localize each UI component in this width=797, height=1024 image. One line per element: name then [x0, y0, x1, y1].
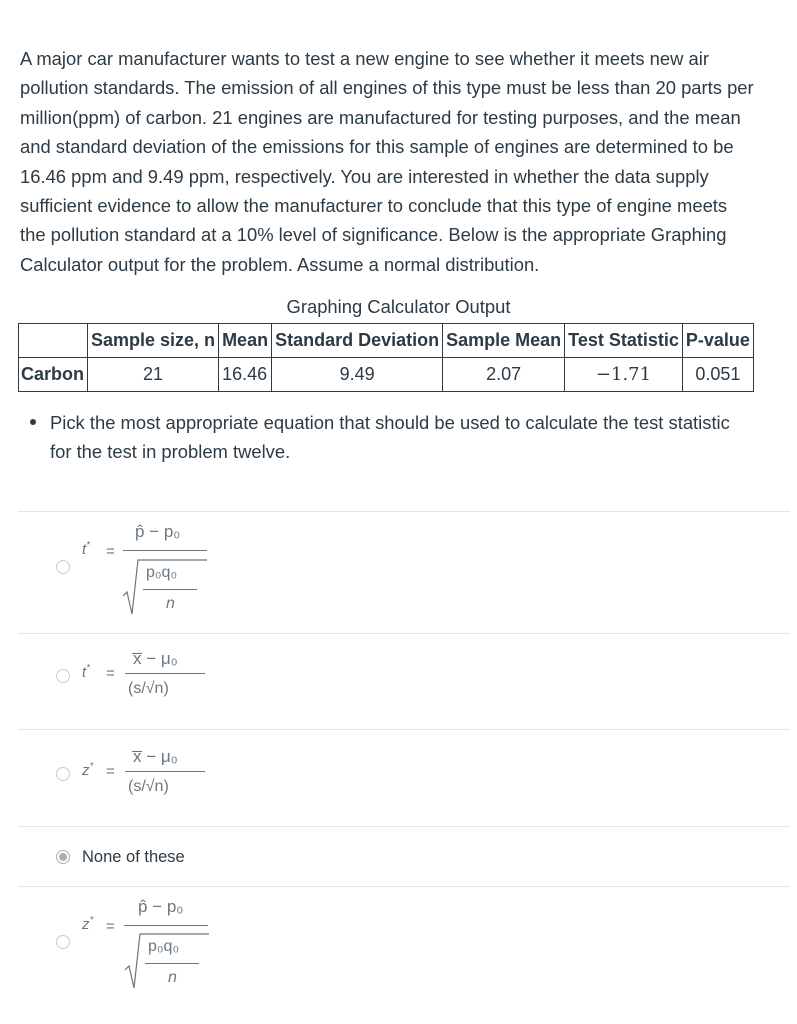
option-b-radio[interactable] [56, 669, 70, 683]
problem-line: A major car manufacturer wants to test a new engine to see whether it meets new air [20, 48, 709, 69]
option-a-variable: t* [82, 540, 91, 558]
option-d-radio[interactable] [56, 850, 70, 864]
option-c-equals: = [106, 763, 115, 780]
problem-line: sufficient evidence to allow the manufacturer to conclude that this type of engine meets [20, 195, 728, 217]
option-b-numerator: x̅ − μ₀ [133, 649, 178, 668]
option-a-denominator: p₀q₀ [146, 564, 178, 581]
cell-sample-size: 21 [88, 358, 219, 392]
cell-mean: 16.46 [219, 358, 272, 392]
option-e-fraction-bar [124, 925, 208, 926]
problem-statement [20, 44, 790, 279]
option-a-numerator: p̂ − p₀ [135, 522, 181, 541]
header-standard-deviation: Standard Deviation [272, 324, 443, 358]
option-e-equals: = [106, 918, 115, 935]
option-divider [18, 826, 790, 827]
option-c-denominator: (s/√n) [128, 778, 169, 795]
option-c-numerator: x̅ − μ₀ [133, 747, 178, 766]
option-divider [18, 729, 790, 730]
problem-line: and standard deviation of the emissions for this sample of engines are determined to be [20, 136, 734, 158]
option-divider [18, 886, 790, 887]
option-c-fraction-bar [125, 771, 205, 772]
problem-line: Calculator output for the problem. Assume a normal distribution. [20, 253, 540, 275]
cell-standard-deviation: 9.49 [272, 358, 443, 392]
problem-line: the pollution standard at a 10% level of significance. Below is the appropriate Graphing [20, 224, 727, 246]
cell-sample-mean: 2.07 [443, 358, 565, 392]
question-line: for the test in problem twelve. [50, 441, 291, 463]
header-test-statistic: Test Statistic [565, 324, 683, 358]
header-sample-size: Sample size, n [88, 324, 219, 358]
option-a-inner-bar [143, 589, 197, 590]
option-a-equals: = [106, 543, 115, 560]
option-e-numerator: p̂ − p₀ [138, 897, 184, 916]
option-b-fraction-bar [125, 673, 205, 674]
option-a-denominator-n: n [166, 595, 175, 612]
option-e-inner-bar [145, 963, 199, 964]
option-b-variable: t* [82, 663, 91, 681]
table-caption: Graphing Calculator Output [286, 296, 511, 317]
option-a-fraction-bar [123, 550, 207, 551]
calculator-output-table [18, 323, 754, 392]
option-b-denominator: (s/√n) [128, 680, 169, 697]
header-mean: Mean [219, 324, 272, 358]
option-c-radio[interactable] [56, 767, 70, 781]
question-line: Pick the most appropriate equation that should be used to calculate the test statistic [50, 412, 730, 433]
problem-line: million(ppm) of carbon. 21 engines are manufactured for testing purposes, and the mean [20, 106, 741, 128]
header-blank-cell [19, 324, 88, 358]
problem-line: 16.46 ppm and 9.49 ppm, respectively. You are interested in whether the data supply [20, 165, 709, 187]
problem-line: pollution standards. The emission of all engines of this type must be less than 20 parts per [20, 77, 754, 99]
option-b-equals: = [106, 665, 115, 682]
option-divider [18, 633, 790, 634]
option-e-denominator-n: n [168, 969, 177, 986]
option-d-label: None of these [82, 848, 185, 866]
table-header-row [19, 324, 754, 358]
cell-test-statistic: −1.71 [565, 358, 683, 392]
option-e-denominator: p₀q₀ [148, 938, 180, 955]
option-a-radio[interactable] [56, 560, 70, 574]
table-row [19, 358, 754, 392]
bullet-dot [30, 419, 36, 425]
question-bullet [30, 408, 790, 467]
header-sample-mean: Sample Mean [443, 324, 565, 358]
option-e-radio[interactable] [56, 935, 70, 949]
option-divider [18, 511, 790, 512]
header-p-value: P-value [682, 324, 753, 358]
row-label: Carbon [19, 358, 88, 392]
cell-p-value: 0.051 [682, 358, 753, 392]
option-c-variable: z* [82, 761, 94, 779]
option-e-variable: z* [82, 915, 94, 933]
